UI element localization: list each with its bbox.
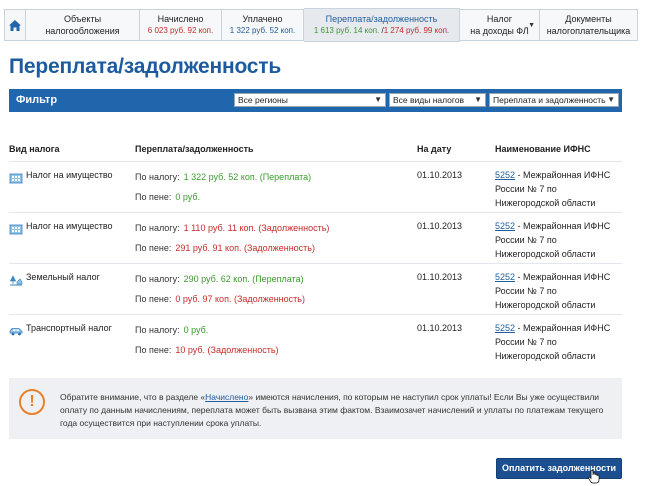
tax-balance-value: 0 руб. [183, 325, 209, 335]
tab-accrued-amount: 6 023 руб. 92 коп. [147, 26, 214, 35]
tax-balance-line [135, 274, 304, 284]
penalty-balance-line [135, 243, 315, 253]
tax-balance-value: 290 руб. 62 коп. (Переплата) [183, 274, 304, 284]
ifns-code-link[interactable]: 5252 [495, 221, 516, 231]
column-header-balance: Переплата/задолженность [135, 144, 254, 154]
tax-type-select[interactable] [389, 93, 486, 107]
tab-paid-label: Уплачено [242, 14, 283, 24]
table-row [9, 161, 622, 213]
penalty-balance-line [135, 294, 305, 304]
tax-balance-label: По налогу: [135, 274, 180, 284]
notice-text [60, 391, 612, 430]
tax-balance-line [135, 325, 208, 335]
column-header-date: На дату [417, 144, 452, 154]
penalty-balance-value: 0 руб. 97 коп. (Задолженность) [175, 294, 305, 304]
tax-balance-label: По налогу: [135, 172, 180, 182]
building-icon [9, 223, 23, 235]
warning-icon: ! [19, 389, 45, 415]
penalty-balance-value: 0 руб. [175, 192, 201, 202]
tax-balance-line [135, 223, 329, 233]
tax-name: Земельный налог [26, 272, 100, 282]
tab-documents[interactable] [540, 9, 638, 41]
status-select-value: Переплата и задолженность [493, 95, 606, 105]
tab-documents-label: Документы [565, 14, 612, 24]
ifns-code-link[interactable]: 5252 [495, 170, 516, 180]
notice-text-before: Обратите внимание, что в разделе « [60, 392, 206, 402]
tax-name: Налог на имущество [26, 221, 113, 231]
tax-type-select-value: Все виды налогов [393, 95, 465, 105]
table-row [9, 263, 622, 315]
accrued-link[interactable]: Начислено [205, 392, 249, 402]
page-title: Переплата/задолженность [9, 55, 282, 78]
status-select[interactable] [489, 93, 619, 107]
balance-date: 01.10.2013 [417, 272, 463, 282]
tab-income-tax-label: Налог [486, 14, 513, 24]
pay-debts-button[interactable]: Оплатить задолженности [496, 458, 622, 479]
ifns-cell [495, 168, 615, 210]
home-icon [8, 19, 22, 32]
ifns-name: - Межрайонная ИФНС России № 7 по Нижегородской области [495, 272, 611, 310]
land-icon [9, 274, 23, 286]
penalty-balance-value: 10 руб. (Задолженность) [175, 345, 279, 355]
column-header-tax: Вид налога [9, 144, 60, 154]
home-tab[interactable] [4, 9, 26, 41]
tax-balance-line [135, 172, 311, 182]
ifns-cell [495, 321, 615, 363]
tab-overpayment-amounts [314, 25, 449, 37]
ifns-name: - Межрайонная ИФНС России № 7 по Нижегородской области [495, 323, 611, 361]
tab-income-tax-label2: на доходы ФЛ [470, 26, 529, 36]
tax-balance-value: 1 110 руб. 11 коп. (Задолженность) [183, 223, 330, 233]
notice-text-after: » имеются начисления, по которым не наступил срок уплаты! Если Вы уже осуществили оплату по данным начислениям, переплата может быть вызвана этим фактом. Взаимозачет начислений и уплаты по платежам текущего года осуществится при наступлении срока уплаты. [60, 392, 604, 428]
top-nav-tabs [4, 8, 638, 44]
ifns-name: - Межрайонная ИФНС России № 7 по Нижегородской области [495, 170, 611, 208]
region-select-value: Все регионы [238, 95, 288, 105]
tab-objects[interactable] [26, 9, 140, 41]
hand-cursor-icon [588, 470, 600, 484]
column-header-ifns: Наименование ИФНС [495, 144, 591, 154]
balance-date: 01.10.2013 [417, 323, 463, 333]
balance-date: 01.10.2013 [417, 221, 463, 231]
balance-date: 01.10.2013 [417, 170, 463, 180]
ifns-code-link[interactable]: 5252 [495, 323, 516, 333]
ifns-name: - Межрайонная ИФНС России № 7 по Нижегородской области [495, 221, 611, 259]
penalty-balance-label: По пене: [135, 345, 172, 355]
tax-balance-value: 1 322 руб. 52 коп. (Переплата) [183, 172, 312, 182]
tab-overpayment-label: Переплата/задолженность [325, 14, 438, 24]
penalty-balance-value: 291 руб. 91 коп. (Задолженность) [175, 243, 315, 253]
chevron-down-icon: ▼ [528, 22, 535, 29]
notice-box [9, 378, 622, 439]
penalty-balance-label: По пене: [135, 294, 172, 304]
tax-name: Налог на имущество [26, 170, 113, 180]
tab-overpayment-debt[interactable] [304, 8, 460, 42]
filter-bar [9, 89, 622, 112]
tax-balance-label: По налогу: [135, 223, 180, 233]
chevron-down-icon: ▼ [607, 95, 615, 104]
tab-amount-separator: / [379, 26, 384, 35]
car-icon [9, 325, 23, 337]
penalty-balance-line [135, 345, 279, 355]
penalty-balance-label: По пене: [135, 192, 172, 202]
penalty-balance-label: По пене: [135, 243, 172, 253]
tab-accrued[interactable] [140, 9, 222, 41]
tab-accrued-label: Начислено [157, 14, 204, 24]
tab-paid[interactable] [222, 9, 304, 41]
tab-income-tax[interactable] [460, 9, 540, 41]
chevron-down-icon: ▼ [474, 95, 482, 104]
tab-paid-amount: 1 322 руб. 52 коп. [229, 26, 296, 35]
tax-balance-label: По налогу: [135, 325, 180, 335]
building-icon [9, 172, 23, 184]
ifns-code-link[interactable]: 5252 [495, 272, 516, 282]
table-row [9, 212, 622, 264]
tab-overpayment-amount: 1 613 руб. 14 коп. [313, 26, 380, 35]
tab-objects-label2: налогообложения [45, 26, 120, 36]
tab-debt-amount: 1 274 руб. 99 коп. [383, 26, 450, 35]
chevron-down-icon: ▼ [374, 95, 382, 104]
ifns-cell [495, 219, 615, 261]
penalty-balance-line [135, 192, 200, 202]
filter-label: Фильтр [16, 94, 58, 106]
tab-documents-label2: налогоплательщика [546, 26, 631, 36]
table-row [9, 314, 622, 366]
ifns-cell [495, 270, 615, 312]
region-select[interactable] [234, 93, 386, 107]
tab-objects-label: Объекты [63, 14, 102, 24]
tax-name: Транспортный налог [26, 323, 112, 333]
